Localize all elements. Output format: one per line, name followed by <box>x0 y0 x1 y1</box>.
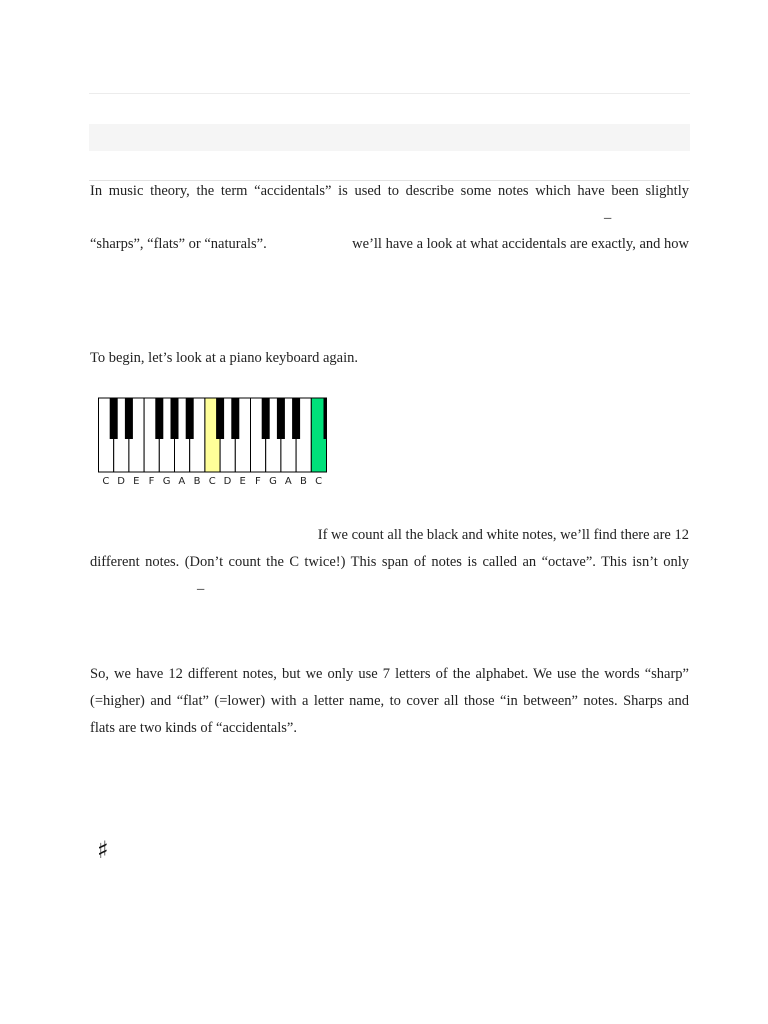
key-label-9: E <box>239 476 247 487</box>
key-label-1: D <box>117 476 126 487</box>
p3-line1-right: If we count all the black and white notes, we’ll find there are 12 <box>317 527 689 543</box>
p1-line3-left: “sharps”, “flats” or “naturals”. <box>90 236 267 252</box>
p4-line3: flats are two kinds of “accidentals”. <box>90 720 297 736</box>
p1-line3-right: we’ll have a look at what accidentals are exactly, and how <box>352 236 689 252</box>
black-key-3 <box>155 398 163 439</box>
p4-line1: So, we have 12 different notes, but we only use 7 letters of the alphabet. We use the words “sharp” <box>90 666 689 682</box>
p1-dash: – <box>604 210 612 226</box>
piano-keyboard-diagram <box>97 397 327 489</box>
header-band <box>89 124 690 151</box>
p1-line1: In music theory, the term “accidentals” is used to describe some notes which have been slightly <box>90 183 689 199</box>
black-key-7 <box>216 398 224 439</box>
black-key-5 <box>186 398 194 439</box>
black-key-10 <box>262 398 270 439</box>
black-key-edge <box>324 398 327 439</box>
black-key-0 <box>110 398 118 439</box>
key-label-4: G <box>162 476 172 487</box>
key-label-11: G <box>269 476 278 487</box>
key-label-10: F <box>254 476 262 487</box>
key-label-8: D <box>223 476 232 487</box>
black-key-4 <box>171 398 179 439</box>
p4-line2: (=higher) and “flat” (=lower) with a letter name, to cover all those “in between” notes. Sharps and <box>90 693 689 709</box>
key-label-5: A <box>178 476 186 487</box>
p3-dash: – <box>197 581 205 597</box>
key-label-13: B <box>300 476 308 487</box>
p3-line2: different notes. (Don’t count the C twice!) This span of notes is called an “octave”. This isn’t only <box>90 554 689 570</box>
key-label-2: E <box>133 476 140 487</box>
black-key-1 <box>125 398 133 439</box>
black-key-12 <box>292 398 300 439</box>
key-label-12: A <box>284 476 293 487</box>
section-divider <box>89 180 690 181</box>
p2-line1: To begin, let’s look at a piano keyboard again. <box>90 350 358 366</box>
top-divider <box>89 93 690 94</box>
key-label-0: C <box>102 476 110 487</box>
key-label-14: C <box>315 476 323 487</box>
key-label-6: B <box>193 476 201 487</box>
key-label-3: F <box>148 476 155 487</box>
black-key-11 <box>277 398 285 439</box>
key-label-7: C <box>208 476 217 487</box>
sharp-symbol-icon: ♯ <box>97 836 109 864</box>
black-key-8 <box>231 398 239 439</box>
